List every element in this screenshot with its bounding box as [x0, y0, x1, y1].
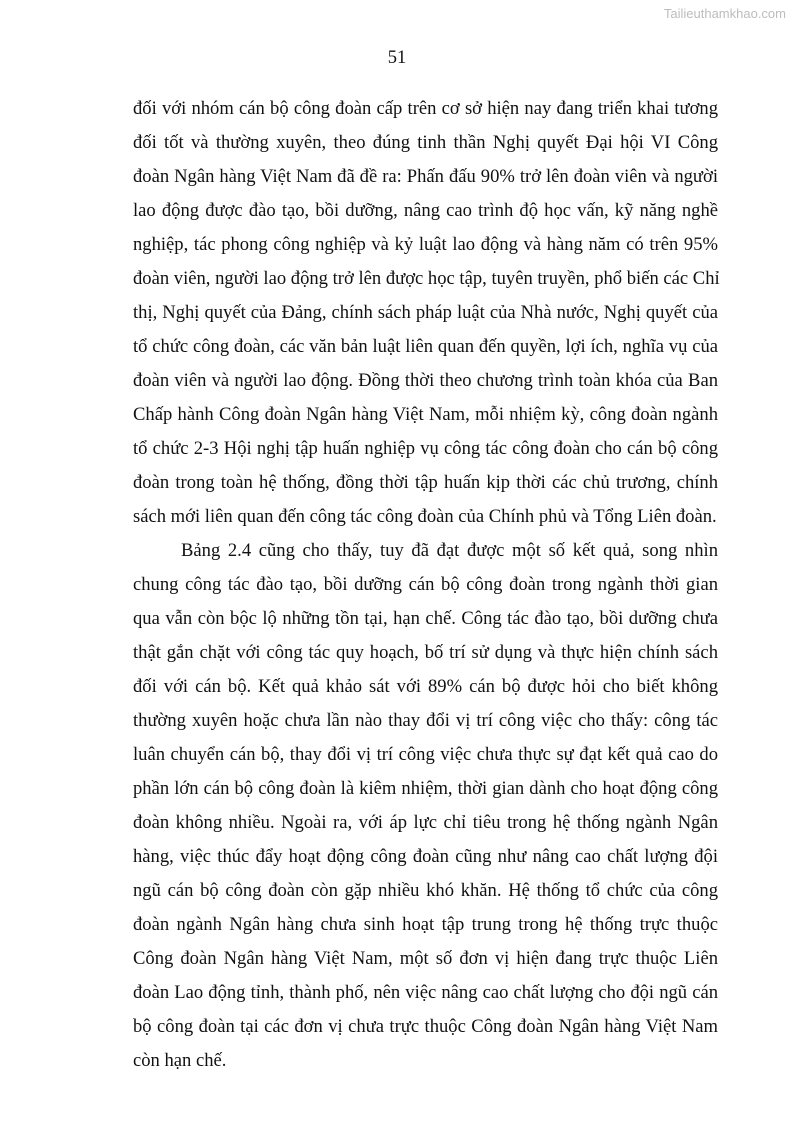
- text-line: phần lớn cán bộ công đoàn là kiêm nhiệm, thời gian dành cho hoạt động công: [133, 778, 718, 799]
- watermark: Tailieuthamkhao.com: [663, 6, 786, 21]
- text-line: đoàn ngành Ngân hàng chưa sinh hoạt tập trung trong hệ thống trực thuộc: [133, 914, 718, 935]
- text-line: Bảng 2.4 cũng cho thấy, tuy đã đạt được một số kết quả, song nhìn: [181, 540, 718, 561]
- text-line: luân chuyển cán bộ, thay đổi vị trí công việc chưa thực sự đạt kết quả cao do: [133, 744, 718, 765]
- text-line: đoàn không nhiều. Ngoài ra, với áp lực chỉ tiêu trong hệ thống ngành Ngân: [133, 812, 718, 833]
- text-line: Chấp hành Công đoàn Ngân hàng Việt Nam, mỗi nhiệm kỳ, công đoàn ngành: [133, 404, 718, 425]
- text-line: nghiệp, tác phong công nghiệp và kỷ luật lao động và hàng năm có trên 95%: [133, 234, 718, 255]
- paragraph: [133, 534, 718, 1078]
- text-line: hàng, việc thúc đẩy hoạt động công đoàn cũng như nâng cao chất lượng đội: [133, 846, 718, 867]
- text-line: đoàn trong toàn hệ thống, đồng thời tập huấn kịp thời các chủ trương, chính: [133, 472, 718, 493]
- text-line: đoàn viên và người lao động. Đồng thời theo chương trình toàn khóa của Ban: [133, 370, 718, 391]
- document-body: [133, 92, 718, 1078]
- text-line: đối tốt và thường xuyên, theo đúng tinh thần Nghị quyết Đại hội VI Công: [133, 132, 718, 153]
- text-line: Công đoàn Ngân hàng Việt Nam, một số đơn vị hiện đang trực thuộc Liên: [133, 948, 718, 969]
- text-line: đoàn Lao động tỉnh, thành phố, nên việc nâng cao chất lượng cho đội ngũ cán: [133, 982, 718, 1003]
- page-number: 51: [387, 48, 407, 68]
- text-line: thị, Nghị quyết của Đảng, chính sách pháp luật của Nhà nước, Nghị quyết của: [133, 302, 718, 323]
- text-line: đoàn Ngân hàng Việt Nam đã đề ra: Phấn đấu 90% trở lên đoàn viên và người: [133, 166, 718, 187]
- text-line: thật gắn chặt với công tác quy hoạch, bố trí sử dụng và thực hiện chính sách: [133, 642, 718, 663]
- paragraph: [133, 92, 718, 534]
- text-line: đoàn viên, người lao động trở lên được học tập, tuyên truyền, phổ biến các Chỉ: [133, 268, 720, 289]
- text-line: bộ công đoàn tại các đơn vị chưa trực thuộc Công đoàn Ngân hàng Việt Nam: [133, 1016, 718, 1037]
- text-line: đối với nhóm cán bộ công đoàn cấp trên cơ sở hiện nay đang triển khai tương: [133, 98, 718, 119]
- text-line: còn hạn chế.: [133, 1050, 227, 1071]
- text-line: ngũ cán bộ công đoàn còn gặp nhiều khó khăn. Hệ thống tổ chức của công: [133, 880, 718, 901]
- text-line: chung công tác đào tạo, bồi dưỡng cán bộ công đoàn trong ngành thời gian: [133, 574, 718, 595]
- text-line: thường xuyên hoặc chưa lần nào thay đổi vị trí công việc cho thấy: công tác: [133, 710, 718, 731]
- text-line: tổ chức 2-3 Hội nghị tập huấn nghiệp vụ công tác công đoàn cho cán bộ công: [133, 438, 718, 459]
- text-line: đối với cán bộ. Kết quả khảo sát với 89% cán bộ được hỏi cho biết không: [133, 676, 718, 697]
- text-line: lao động được đào tạo, bồi dưỡng, nâng cao trình độ học vấn, kỹ năng nghề: [133, 200, 718, 221]
- text-line: qua vẫn còn bộc lộ những tồn tại, hạn chế. Công tác đào tạo, bồi dưỡng chưa: [133, 608, 718, 629]
- text-line: sách mới liên quan đến công tác công đoàn của Chính phủ và Tổng Liên đoàn.: [133, 506, 717, 527]
- text-line: tổ chức công đoàn, các văn bản luật liên quan đến quyền, lợi ích, nghĩa vụ của: [133, 336, 718, 357]
